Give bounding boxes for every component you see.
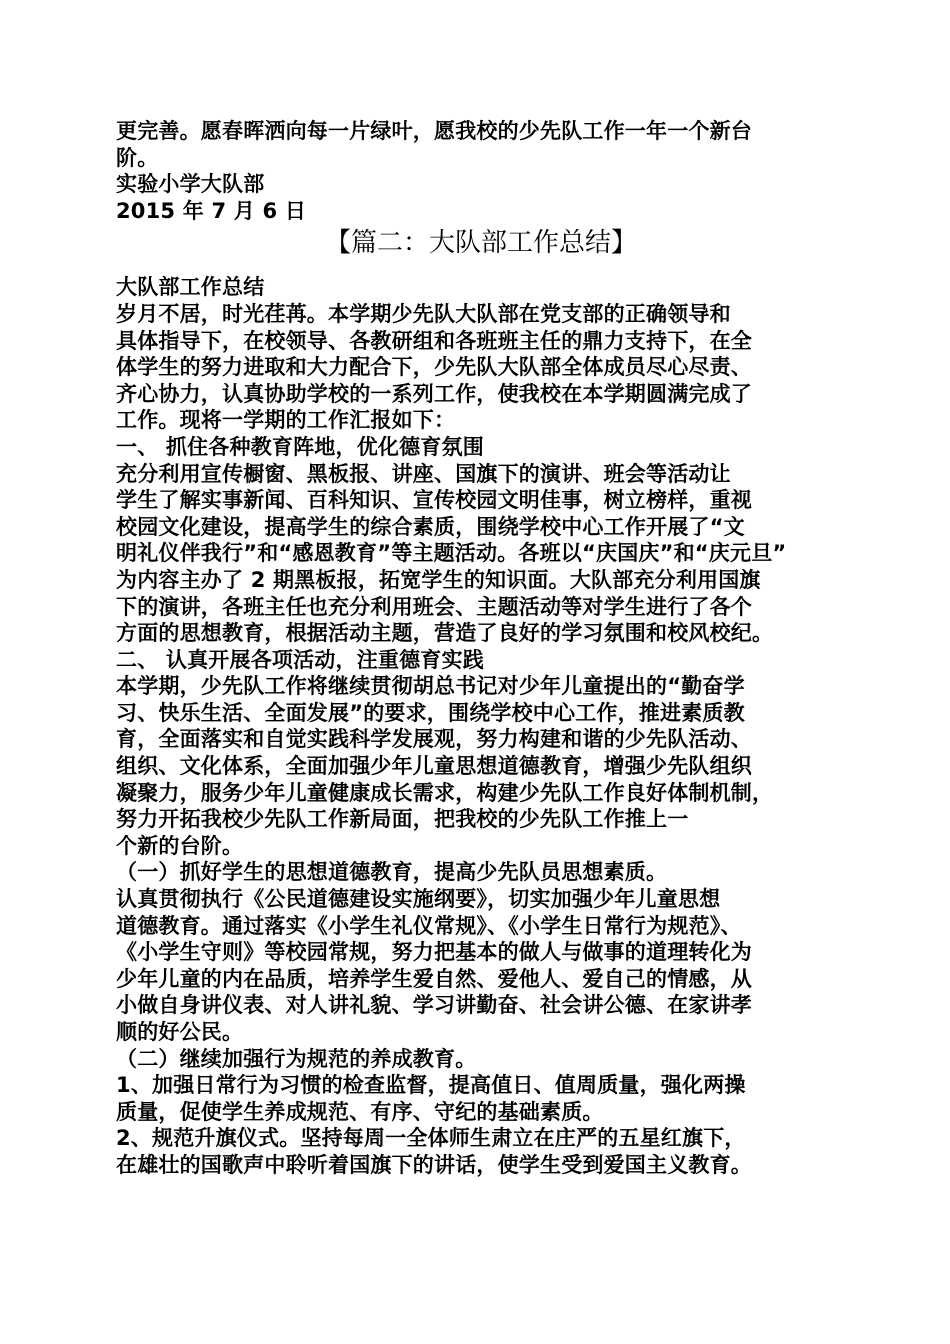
text-line: 顺的好公民。 (116, 1020, 244, 1044)
text-line: 在雄壮的国歌声中聆听着国旗下的讲话，使学生受到爱国主义教育。 (116, 1152, 752, 1177)
document-body (116, 274, 846, 1178)
document-page (116, 118, 846, 1179)
text-line: 道德教育。通过落实《小学生礼仪常规》、《小学生日常行为规范》、 (116, 913, 742, 938)
text-line: 二、 认真开展各项活动，注重德育实践 (116, 647, 484, 672)
text-line: 校园文化建设，提高学生的综合素质，围绕学校中心工作开展了“文 (116, 514, 745, 539)
text-line: 小做自身讲仪表、对人讲礼貌、学习讲勤奋、社会讲公德、在家讲孝 (116, 993, 752, 1018)
text-line: 为内容主办了 2 期黑板报，拓宽学生的知识面。大队部充分利用国旗 (116, 567, 761, 592)
text-line: 认真贯彻执行《公民道德建设实施纲要》，切实加强少年儿童思想 (116, 887, 721, 912)
text-line: 个新的台阶。 (116, 833, 244, 858)
text-line: 2、规范升旗仪式。坚持每周一全体师生肃立在庄严的五星红旗下， (116, 1126, 746, 1151)
text-line: 少年儿童的内在品质，培养学生爱自然、爱他人、爱自己的情感，从 (116, 966, 752, 991)
text-line: 下的演讲，各班主任也充分利用班会、主题活动等对学生进行了各个 (116, 594, 752, 619)
text-line: 更完善。愿春晖洒向每一片绿叶，愿我校的少先队工作一年一个新台 (116, 119, 752, 143)
text-line: 组织、文化体系，全面加强少年儿童思想道德教育，增强少先队组织 (116, 754, 752, 779)
text-line: 质量，促使学生养成规范、有序、守纪的基础素质。 (116, 1099, 604, 1124)
text-line: 努力开拓我校少先队工作新局面，把我校的少先队工作推上一 (116, 807, 689, 832)
text-line: （二）继续加强行为规范的养成教育。 (116, 1046, 477, 1071)
text-line: 体学生的努力进取和大力配合下，少先队大队部全体成员尽心尽责、 (116, 355, 752, 380)
text-line: 习、快乐生活、全面发展”的要求，围绕学校中心工作，推进素质教 (116, 700, 745, 725)
text-line: 凝聚力，服务少年儿童健康成长需求，构建少先队工作良好体制机制， (116, 780, 774, 805)
text-line: 岁月不居，时光荏苒。本学期少先队大队部在党支部的正确领导和 (116, 301, 731, 326)
text-line: 具体指导下，在校领导、各教研组和各班班主任的鼎力支持下，在全 (116, 328, 752, 353)
text-line: 学生了解实事新闻、百科知识、宣传校园文明佳事，树立榜样，重视 (116, 488, 752, 513)
text-line: 工作。现将一学期的工作汇报如下： (116, 408, 456, 433)
text-line: 1、加强日常行为习惯的检查监督，提高值日、值周质量，强化两操 (116, 1073, 746, 1098)
section-title: 【篇二：大队部工作总结】 (324, 228, 637, 259)
text-line: 一、 抓住各种教育阵地，优化德育氛围 (116, 434, 484, 459)
text-line: （一）抓好学生的思想道德教育，提高少先队员思想素质。 (116, 860, 668, 885)
text-line: 《小学生守则》等校园常规，努力把基本的做人与做事的道理转化为 (116, 940, 752, 965)
text-line: 方面的思想教育，根据活动主题，营造了良好的学习氛围和校风校纪。 (116, 621, 774, 646)
text-line: 实验小学大队部 (116, 172, 265, 197)
text-line: 育，全面落实和自觉实践科学发展观，努力构建和谐的少先队活动、 (116, 727, 752, 752)
text-line: 阶。 (116, 145, 159, 170)
text-line: 大队部工作总结 (116, 275, 265, 300)
text-line: 充分利用宣传橱窗、黑板报、讲座、国旗下的演讲、班会等活动让 (116, 461, 731, 486)
text-line: 2015 年 7 月 6 日 (116, 198, 307, 223)
text-line: 本学期，少先队工作将继续贯彻胡总书记对少年儿童提出的“勤奋学 (116, 674, 745, 699)
text-line: 齐心协力，认真协助学校的一系列工作，使我校在本学期圆满完成了 (116, 381, 752, 406)
text-line: 明礼仪伴我行”和“感恩教育”等主题活动。各班以“庆国庆”和“庆元旦” (116, 541, 787, 566)
document-intro (116, 118, 846, 224)
